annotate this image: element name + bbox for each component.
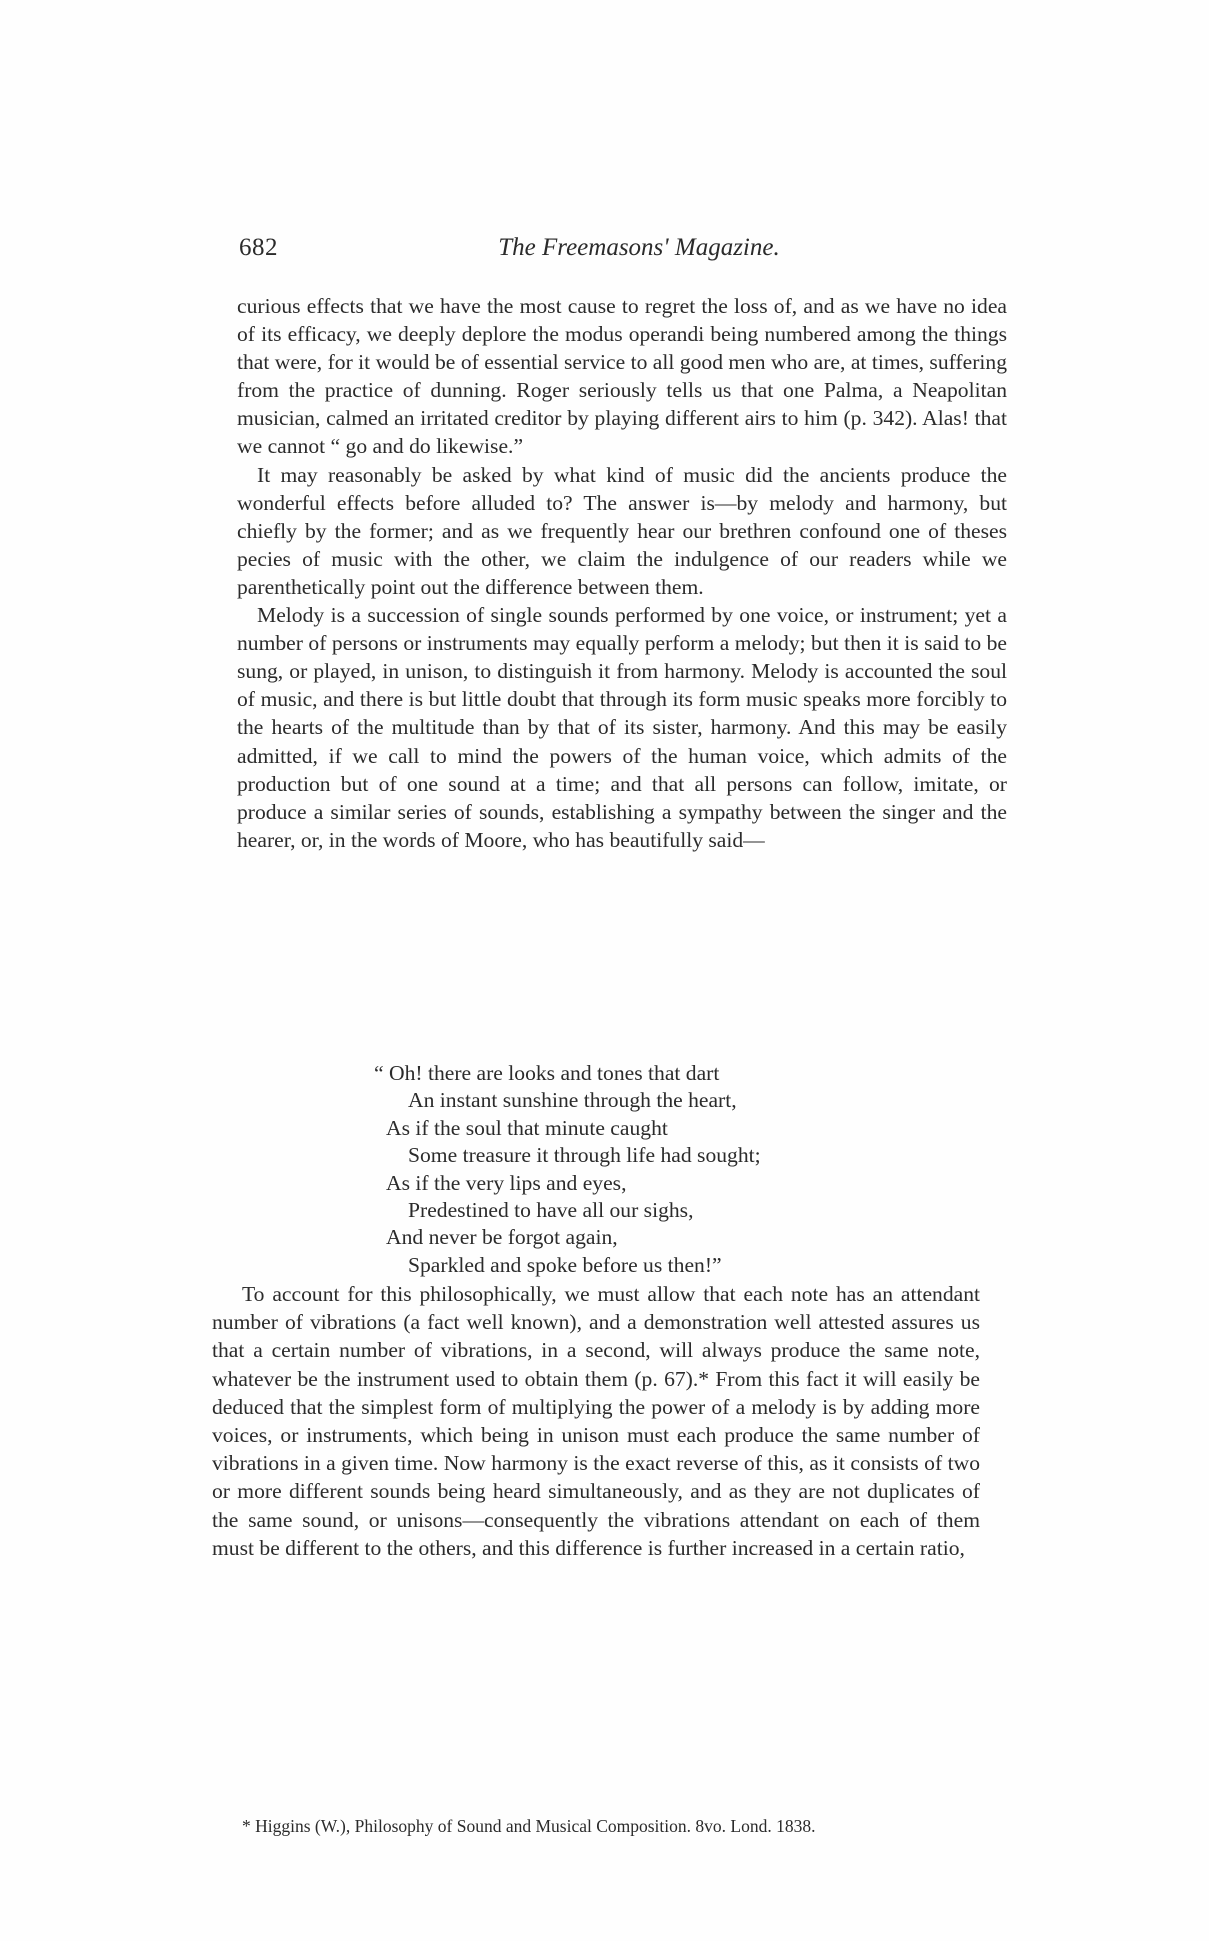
body-text	[237, 292, 1007, 854]
footnote-text: * Higgins (W.), Philosophy of Sound and Musical Composition. 8vo. Lond. 1838.	[242, 1816, 816, 1836]
running-title: The Freemasons' Magazine.	[498, 234, 780, 261]
paragraph-3: Melody is a succession of single sounds performed by one voice, or instrument; yet a number of persons or instruments may equally perform a melody; but then it is said to be sung, or played, in unison, to distinguish it from harmony. Melody is accounted the soul of music, and there is but little doubt that through its form music speaks more forcibly to the hearts of the multitude than by that of its sister, harmony. And this may be easily admitted, if we call to mind the powers of the human voice, which admits of the production but of one sound at a time; and that all persons can follow, imitate, or produce a similar series of sounds, establishing a sympathy between the singer and the hearer, or, in the words of Moore, who has beautifully said—	[237, 603, 1007, 852]
poem-line: As if the very lips and eyes,	[386, 1170, 627, 1195]
poem-line: An instant sunshine through the heart,	[408, 1088, 737, 1113]
page-header	[239, 234, 999, 268]
poem-line: “ Oh! there are looks and tones that dart	[374, 1061, 720, 1085]
poem-line: Some treasure it through life had sought;	[408, 1143, 761, 1168]
poem-line: As if the soul that minute caught	[386, 1115, 668, 1140]
paragraph-4: To account for this philosophically, we must allow that each note has an attendant number of vibrations (a fact well known), and a demonstration well attested assures us that a certain number of vibrations, in a second, will always produce the same note, whatever be the instrument used to obtain them (p. 67).* From this fact it will easily be deduced that the simplest form of multiplying the power of a melody is by adding more voices, or instruments, which being in unison must each produce the same number of vibrations in a given time. Now harmony is the exact reverse of this, as it consists of two or more different sounds being heard simultaneously, and as they are not duplicates of the same sound, or unisons—consequently the vibrations attendant on each of them must be different to the others, and this difference is further increased in a certain ratio,	[212, 1282, 980, 1560]
poem-line: And never be forgot again,	[386, 1225, 618, 1250]
footnote	[212, 1815, 980, 1837]
poem-line: Sparkled and spoke before us then!”	[408, 1252, 722, 1277]
paragraph-2: It may reasonably be asked by what kind of music did the ancients produce the wonderful effects before alluded to? The answer is—by melody and harmony, but chiefly by the former; and as we frequently hear our brethren confound one of theses pecies of music with the other, we claim the indulgence of our readers while we parenthetically point out the difference between them.	[237, 462, 1007, 599]
poem-line: Predestined to have all our sighs,	[408, 1198, 694, 1223]
paragraph-1: curious effects that we have the most cause to regret the loss of, and as we have no idea of its efficacy, we deeply deplore the modus operandi being numbered among the things that were, for it would be of essential service to all good men who are, at times, suffering from the practice of dunning. Roger seriously tells us that one Palma, a Neapolitan musician, calmed an irritated creditor by playing different airs to him (p. 342). Alas! that we cannot “ go and do likewise.”	[237, 294, 1007, 459]
page-number: 682	[239, 234, 278, 261]
poem-quotation	[374, 1060, 761, 1279]
body-text-continued	[212, 1280, 980, 1562]
